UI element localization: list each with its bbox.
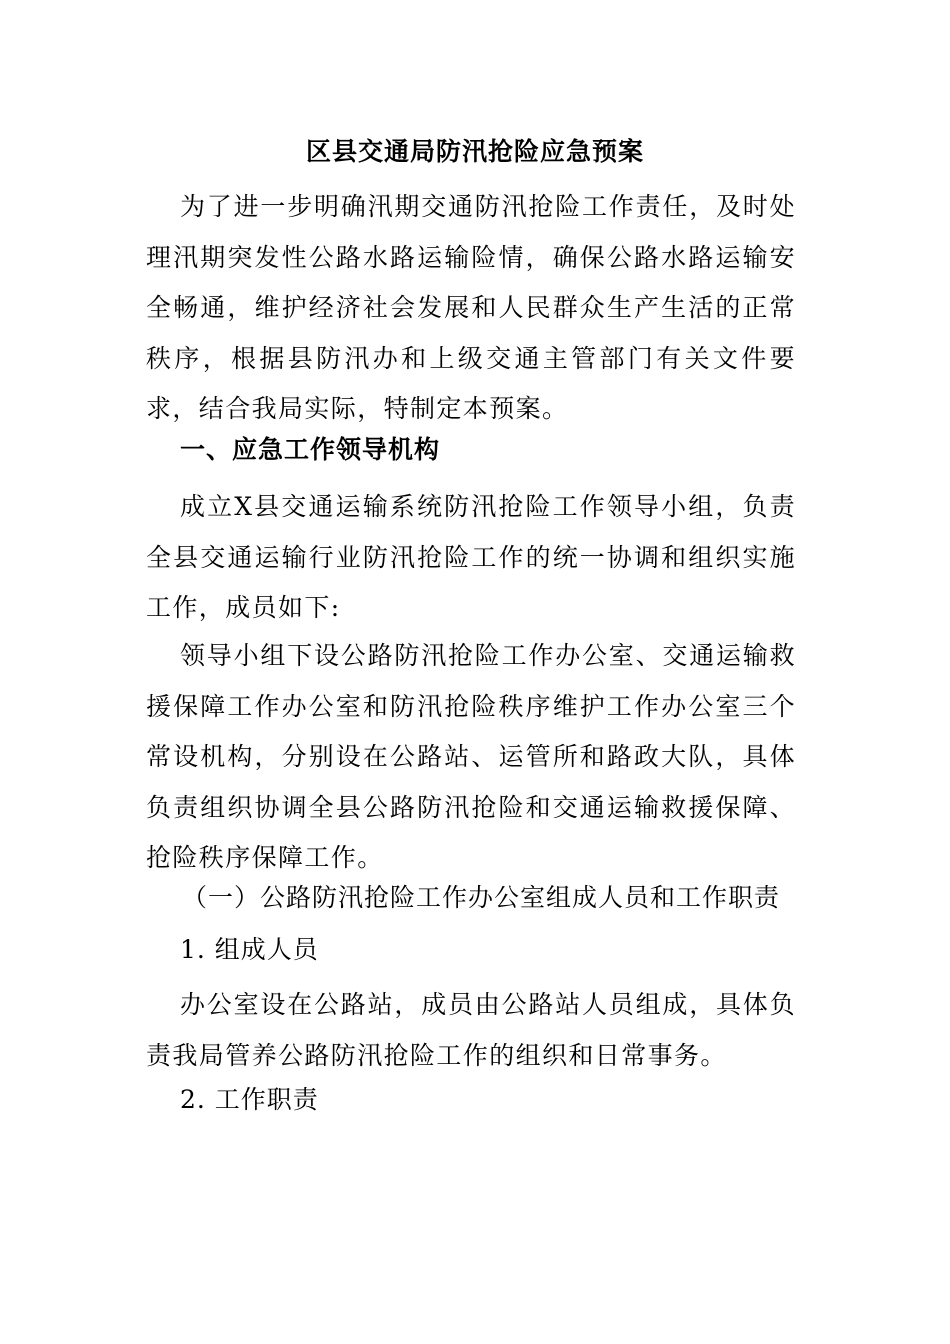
leadership-paragraph: 成立X县交通运输系统防汛抢险工作领导小组，负责全县交通运输行业防汛抢险工作的统一协调和组织实施工作，成员如下: (146, 492, 796, 622)
subsection-heading-road-office: （一）公路防汛抢险工作办公室组成人员和工作职责 (182, 883, 781, 912)
document-title: 区县交通局防汛抢险应急预案 (305, 137, 644, 166)
offices-paragraph: 领导小组下设公路防汛抢险工作办公室、交通运输救援保障工作办公室和防汛抢险秩序维护工作办公室三个常设机构，分别设在公路站、运管所和路政大队，具体负责组织协调全县公路防汛抢险和交通运输救援保障、抢险秩序保障工作。 (146, 641, 796, 872)
item-duties-heading: 2. 工作职责 (180, 1085, 319, 1114)
item-members-heading: 1. 组成人员 (180, 935, 319, 964)
section-heading-leadership: 一、应急工作领导机构 (180, 435, 441, 464)
members-paragraph: 办公室设在公路站，成员由公路站人员组成，具体负责我局管养公路防汛抢险工作的组织和日常事务。 (146, 990, 796, 1070)
intro-paragraph: 为了进一步明确汛期交通防汛抢险工作责任，及时处理汛期突发性公路水路运输险情，确保公路水路运输安全畅通，维护经济社会发展和人民群众生产生活的正常秩序，根据县防汛办和上级交通主管部门有关文件要求，结合我局实际，特制定本预案。 (146, 192, 796, 423)
